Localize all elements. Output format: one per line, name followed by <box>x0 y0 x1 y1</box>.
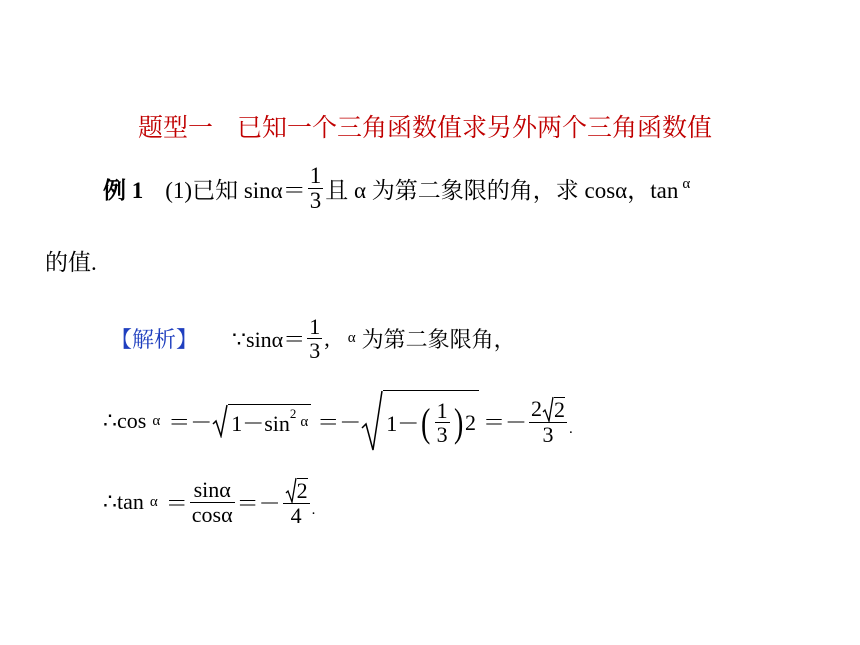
exponent: 2 <box>464 409 476 435</box>
example-line-2-text: 的值. <box>45 250 97 275</box>
radical-sign <box>542 396 554 422</box>
tan-equation <box>103 477 315 527</box>
equals-minus: ＝－ <box>482 409 527 435</box>
radicand-text: 2 <box>553 396 565 422</box>
inner-fraction <box>435 399 450 446</box>
example-line-1 <box>103 164 690 213</box>
radicand-text: 2 <box>296 477 308 503</box>
analysis-line <box>110 315 516 362</box>
example-label: 例 1 <box>103 178 144 204</box>
fraction-numerator <box>283 477 310 503</box>
equals: ＝ <box>165 490 188 516</box>
cos-therefore: ∴cos <box>103 408 147 433</box>
analysis-rest: 为第二象限角， <box>361 327 516 353</box>
radicand-text: 1－sin <box>231 411 290 436</box>
equals-minus: ＝－ <box>317 409 362 435</box>
radicand-text: 1－ <box>386 411 420 436</box>
alpha-symbol: α <box>300 414 309 430</box>
example-line-2 <box>45 244 97 277</box>
tan-fraction <box>190 478 235 525</box>
equals-minus: ＝－ <box>168 409 213 435</box>
analysis-comma: , <box>324 325 330 351</box>
radical-sign <box>212 404 228 438</box>
period: . <box>568 420 573 437</box>
radical-sign <box>285 477 297 503</box>
analysis-fraction <box>307 315 322 362</box>
heading-title: 已知一个三角函数值求另外两个三角函数值 <box>237 115 713 142</box>
fraction-numerator: sinα <box>193 477 231 503</box>
period: . <box>311 501 316 518</box>
fraction-numerator <box>529 396 567 422</box>
alpha-symbol: α <box>347 330 356 347</box>
fraction-numerator: 1 <box>436 397 448 423</box>
coefficient: 2 <box>530 396 542 422</box>
exponent: 2 <box>289 405 297 421</box>
radical-sign <box>361 390 383 452</box>
fraction-denominator: 3 <box>309 188 322 214</box>
left-paren: ( <box>421 399 431 445</box>
sqrt-expression <box>212 404 311 438</box>
alpha-symbol: α <box>682 176 691 193</box>
sqrt-expression <box>361 390 479 452</box>
radicand <box>383 390 479 452</box>
fraction-denominator: 3 <box>309 338 321 364</box>
fraction-denominator: 4 <box>290 503 302 528</box>
cos-equation <box>103 390 573 452</box>
section-heading <box>138 108 712 144</box>
equals-minus: ＝－ <box>236 490 281 516</box>
radicand <box>228 404 311 438</box>
fraction-numerator: 1 <box>309 163 322 188</box>
result-fraction <box>283 477 310 527</box>
example-part: (1)已知 sinα＝ <box>165 178 306 204</box>
heading-label: 题型一 <box>138 115 214 142</box>
example-after-fraction: 且 α 为第二象限的角，求 cosα，tan <box>325 178 679 204</box>
alpha-symbol: α <box>152 412 161 429</box>
fraction-denominator: cosα <box>191 501 233 527</box>
alpha-symbol: α <box>149 493 158 510</box>
result-fraction <box>529 396 567 446</box>
tan-therefore: ∴tan <box>103 489 144 515</box>
example-fraction <box>308 164 324 213</box>
fraction-denominator: 3 <box>436 422 448 447</box>
analysis-because: ∵sinα＝ <box>232 327 306 353</box>
right-paren: ) <box>453 399 463 445</box>
fraction-numerator: 1 <box>309 314 321 339</box>
fraction-denominator: 3 <box>542 421 554 447</box>
analysis-label: 【解析】 <box>110 327 199 353</box>
